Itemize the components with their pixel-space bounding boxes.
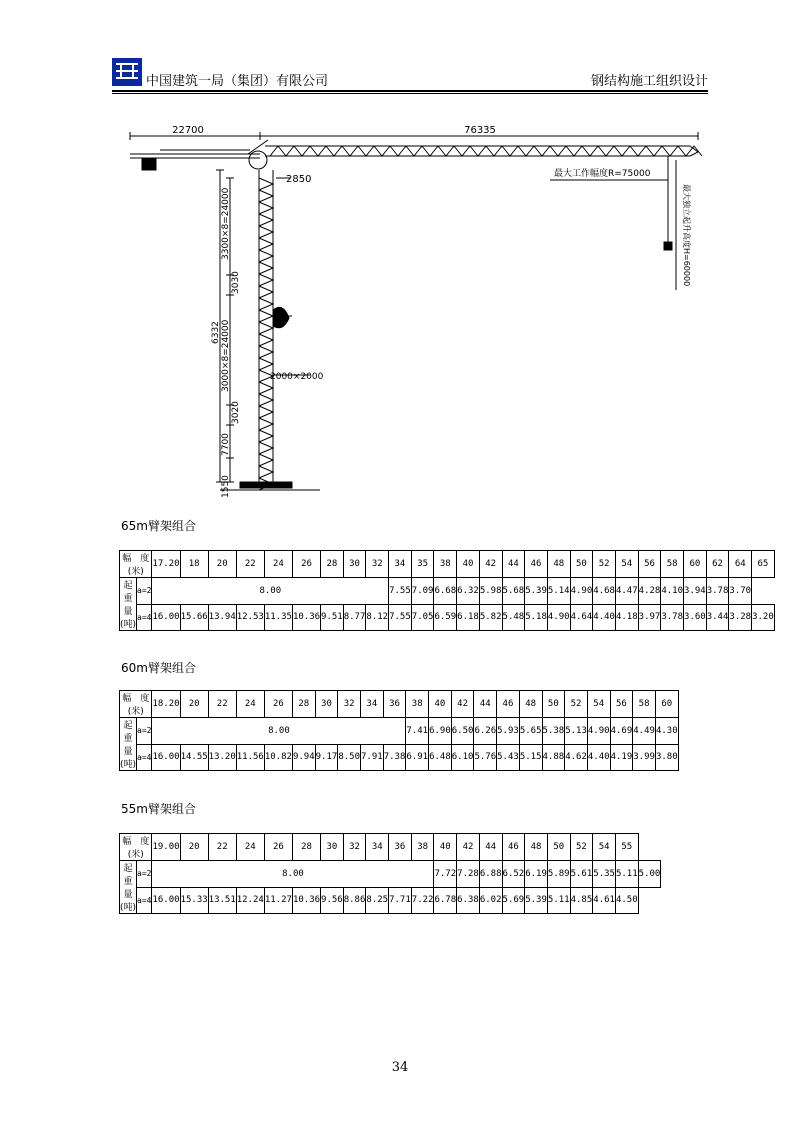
load-cell-a4: 6.02 (479, 887, 502, 914)
load-cell-a2: 5.61 (570, 861, 593, 888)
radius-cell: 58 (633, 691, 656, 718)
load-cell-a2: 7.09 (411, 578, 434, 605)
table-title: 60m臂架组合 (121, 661, 196, 675)
radius-cell: 46 (525, 551, 548, 578)
radius-cell: 54 (587, 691, 610, 718)
load-cell-a4: 4.40 (593, 604, 616, 631)
load-cell-a4: 5.69 (502, 887, 525, 914)
radius-cell: 42 (479, 551, 502, 578)
load-cell-a4: 9.56 (321, 887, 344, 914)
radius-cell: 46 (502, 834, 525, 861)
load-cell-a4: 7.38 (383, 744, 406, 771)
table-row (120, 718, 679, 745)
radius-cell: 64 (729, 551, 752, 578)
dim-sec-upper: 3300×8=24000 (221, 187, 231, 260)
radius-cell: 19.00 (152, 834, 180, 861)
radius-cell: 42 (451, 691, 474, 718)
load-cell-a2: 6.50 (451, 718, 474, 745)
load-cell-a4: 6.78 (434, 887, 457, 914)
radius-cell: 34 (389, 551, 412, 578)
dim-7700: 7700 (221, 433, 231, 456)
radius-cell: 20 (208, 551, 236, 578)
load-cell-a2: 4.10 (661, 578, 684, 605)
load-cell-a4: 4.19 (610, 744, 633, 771)
load-cell-a2: 4.30 (655, 718, 678, 745)
load-cell-a4: 4.85 (570, 887, 593, 914)
radius-cell: 46 (497, 691, 520, 718)
radius-cell: 28 (292, 834, 320, 861)
load-cell-a2: 3.94 (684, 578, 707, 605)
load-cell-a2: 6.90 (429, 718, 452, 745)
radius-cell: 65 (752, 551, 775, 578)
load-cell-a4: 16.00 (152, 604, 180, 631)
sub-label-a2: a=2 (137, 861, 152, 888)
radius-cell: 40 (434, 834, 457, 861)
radius-cell: 38 (411, 834, 434, 861)
radius-cell: 36 (383, 691, 406, 718)
dim-main-jib: 76335 (464, 125, 496, 136)
load-cell-a4: 12.24 (236, 887, 264, 914)
load-cell-a2: 4.90 (570, 578, 593, 605)
load-cell-a2: 4.47 (615, 578, 638, 605)
load-cell-a2: 5.65 (519, 718, 542, 745)
radius-cell: 40 (457, 551, 480, 578)
load-cell-a4: 4.62 (565, 744, 588, 771)
load-cell-a2: 5.38 (542, 718, 565, 745)
load-cell-a4: 7.91 (361, 744, 384, 771)
radius-cell: 60 (655, 691, 678, 718)
radius-cell: 30 (321, 834, 344, 861)
load-cell-a4: 10.36 (292, 887, 320, 914)
radius-cell: 26 (264, 691, 292, 718)
sub-label-a4: a=4 (137, 604, 152, 631)
table-row (120, 604, 775, 631)
load-cell-a4: 16.00 (152, 744, 180, 771)
radius-cell: 22 (208, 834, 236, 861)
table-row (120, 887, 661, 914)
load-cell-a4: 12.53 (236, 604, 264, 631)
load-cell-a2: 5.14 (547, 578, 570, 605)
radius-cell: 38 (434, 551, 457, 578)
radius-cell: 32 (366, 551, 389, 578)
radius-cell: 30 (315, 691, 338, 718)
dim-mast-size: 2000×2000 (270, 372, 324, 382)
load-cell-a4: 10.36 (292, 604, 320, 631)
load-cell-a2: 4.90 (587, 718, 610, 745)
radius-cell: 54 (615, 551, 638, 578)
load-cell-a4: 3.60 (684, 604, 707, 631)
radius-cell: 26 (264, 834, 292, 861)
header-rule-thin (112, 93, 708, 94)
table-row (120, 578, 775, 605)
load-cell-a4: 6.38 (457, 887, 480, 914)
radius-cell: 34 (366, 834, 389, 861)
load-cell-a2: 5.89 (547, 861, 570, 888)
sub-label-a2: a=2 (137, 718, 152, 745)
document-title: 钢结构施工组织设计 (590, 74, 708, 89)
radius-cell: 20 (180, 834, 208, 861)
load-cell-a4: 4.88 (542, 744, 565, 771)
load-cell-a4: 3.97 (638, 604, 661, 631)
load-cell-a4: 8.12 (366, 604, 389, 631)
radius-cell: 26 (292, 551, 320, 578)
load-cell-a4: 6.48 (429, 744, 452, 771)
dim-3030: 3030 (231, 271, 241, 294)
radius-cell: 32 (338, 691, 361, 718)
radius-cell: 54 (593, 834, 616, 861)
load-cell-a2: 5.68 (502, 578, 525, 605)
load-cell-a2: 6.32 (457, 578, 480, 605)
radius-cell: 20 (180, 691, 208, 718)
constant-load-cell: 8.00 (152, 861, 434, 888)
load-label: 起重量(吨) (120, 861, 137, 914)
radius-cell: 56 (610, 691, 633, 718)
dim-total-height: 6332 (211, 321, 221, 344)
load-cell-a2: 7.72 (434, 861, 457, 888)
load-cell-a4: 9.51 (321, 604, 344, 631)
dim-2850: 2850 (286, 174, 312, 185)
load-cell-a4: 7.55 (389, 604, 412, 631)
radius-cell: 40 (429, 691, 452, 718)
radius-cell: 28 (292, 691, 315, 718)
load-cell-a4: 8.86 (343, 887, 366, 914)
load-cell-a2: 7.28 (457, 861, 480, 888)
load-cell-a4: 5.43 (497, 744, 520, 771)
dim-max-height: 最大独立起升高度H=60000 (682, 184, 691, 287)
load-cell-a4: 3.78 (661, 604, 684, 631)
load-label: 起重量(吨) (120, 578, 137, 631)
radius-cell: 18.20 (152, 691, 180, 718)
load-cell-a4: 9.17 (315, 744, 338, 771)
load-table-60m (119, 690, 679, 771)
load-cell-a4: 7.22 (411, 887, 434, 914)
load-cell-a4: 10.82 (264, 744, 292, 771)
load-cell-a4: 6.91 (406, 744, 429, 771)
load-cell-a4: 3.99 (633, 744, 656, 771)
load-cell-a4: 13.94 (208, 604, 236, 631)
load-cell-a4: 13.20 (208, 744, 236, 771)
radius-cell: 60 (684, 551, 707, 578)
load-cell-a4: 3.44 (706, 604, 729, 631)
radius-cell: 48 (519, 691, 542, 718)
load-cell-a4: 11.35 (264, 604, 292, 631)
radius-cell: 28 (321, 551, 344, 578)
load-cell-a4: 15.33 (180, 887, 208, 914)
radius-cell: 38 (406, 691, 429, 718)
radius-cell: 44 (502, 551, 525, 578)
load-cell-a2: 6.68 (434, 578, 457, 605)
radius-cell: 24 (236, 691, 264, 718)
radius-label: 幅 度(米) (120, 551, 152, 578)
load-cell-a4: 8.50 (338, 744, 361, 771)
radius-cell: 44 (479, 834, 502, 861)
sub-label-a4: a=4 (137, 887, 152, 914)
load-cell-a2: 5.39 (525, 578, 548, 605)
load-cell-a2: 6.26 (474, 718, 497, 745)
radius-cell: 44 (474, 691, 497, 718)
load-cell-a2: 5.93 (497, 718, 520, 745)
load-cell-a4: 3.80 (655, 744, 678, 771)
load-cell-a2: 4.49 (633, 718, 656, 745)
load-table-65m (119, 550, 775, 631)
load-cell-a2: 4.68 (593, 578, 616, 605)
load-cell-a4: 11.56 (236, 744, 264, 771)
load-cell-a2: 6.52 (502, 861, 525, 888)
load-cell-a2: 5.98 (479, 578, 502, 605)
sub-label-a4: a=4 (137, 744, 152, 771)
radius-cell: 55 (615, 834, 638, 861)
load-cell-a4: 7.71 (389, 887, 412, 914)
load-cell-a4: 3.20 (752, 604, 775, 631)
radius-cell: 48 (547, 551, 570, 578)
load-cell-a4: 15.66 (180, 604, 208, 631)
company-logo (112, 58, 142, 86)
load-cell-a4: 3.28 (729, 604, 752, 631)
company-name: 中国建筑一局（集团）有限公司 (146, 74, 329, 89)
load-cell-a2: 5.13 (565, 718, 588, 745)
load-cell-a2: 7.41 (406, 718, 429, 745)
tower-crane-drawing (120, 120, 720, 500)
load-cell-a2: 5.35 (593, 861, 616, 888)
radius-cell: 56 (638, 551, 661, 578)
radius-cell: 52 (593, 551, 616, 578)
table-row (120, 744, 679, 771)
load-cell-a4: 11.27 (264, 887, 292, 914)
table-row (120, 691, 679, 718)
load-cell-a4: 4.64 (570, 604, 593, 631)
radius-cell: 52 (565, 691, 588, 718)
radius-cell: 34 (361, 691, 384, 718)
radius-cell: 24 (264, 551, 292, 578)
load-cell-a2: 3.78 (706, 578, 729, 605)
load-cell-a4: 4.18 (615, 604, 638, 631)
load-label: 起重量(吨) (120, 718, 137, 771)
sub-label-a2: a=2 (137, 578, 152, 605)
load-cell-a2: 7.55 (389, 578, 412, 605)
radius-label: 幅 度(米) (120, 834, 152, 861)
dim-1550: 1550 (221, 475, 231, 498)
load-cell-a2: 6.19 (525, 861, 548, 888)
radius-cell: 50 (542, 691, 565, 718)
load-cell-a2: 3.70 (729, 578, 752, 605)
load-cell-a4: 5.76 (474, 744, 497, 771)
load-cell-a4: 4.40 (587, 744, 610, 771)
load-cell-a4: 4.61 (593, 887, 616, 914)
load-cell-a4: 5.18 (525, 604, 548, 631)
constant-load-cell: 8.00 (152, 718, 406, 745)
radius-label: 幅 度(米) (120, 691, 152, 718)
table-row (120, 834, 661, 861)
load-cell-a4: 6.59 (434, 604, 457, 631)
load-cell-a4: 9.94 (292, 744, 315, 771)
load-cell-a4: 4.50 (615, 887, 638, 914)
load-cell-a2: 4.69 (610, 718, 633, 745)
radius-cell: 42 (457, 834, 480, 861)
table-row (120, 861, 661, 888)
radius-cell: 35 (411, 551, 434, 578)
constant-load-cell: 8.00 (152, 578, 389, 605)
dim-max-radius: 最大工作幅度R=75000 (554, 169, 651, 179)
radius-cell: 22 (236, 551, 264, 578)
page-number: 34 (391, 1060, 409, 1075)
dim-sec-lower: 3000×8=24000 (221, 319, 231, 392)
load-cell-a2: 5.00 (638, 861, 661, 888)
load-cell-a4: 8.77 (343, 604, 366, 631)
load-cell-a4: 13.51 (208, 887, 236, 914)
page-header (112, 52, 708, 92)
load-cell-a4: 14.55 (180, 744, 208, 771)
table-title: 55m臂架组合 (121, 802, 196, 816)
radius-cell: 50 (547, 834, 570, 861)
load-cell-a4: 5.11 (547, 887, 570, 914)
load-cell-a4: 4.90 (547, 604, 570, 631)
radius-cell: 18 (180, 551, 208, 578)
table-title: 65m臂架组合 (121, 519, 196, 533)
load-table-55m (119, 833, 661, 914)
radius-cell: 62 (706, 551, 729, 578)
radius-cell: 48 (525, 834, 548, 861)
load-cell-a4: 6.10 (451, 744, 474, 771)
load-cell-a4: 7.05 (411, 604, 434, 631)
load-cell-a4: 5.15 (519, 744, 542, 771)
radius-cell: 24 (236, 834, 264, 861)
radius-cell: 22 (208, 691, 236, 718)
radius-cell: 50 (570, 551, 593, 578)
load-cell-a2: 6.88 (479, 861, 502, 888)
load-cell-a4: 5.82 (479, 604, 502, 631)
load-cell-a4: 6.18 (457, 604, 480, 631)
load-cell-a4: 8.25 (366, 887, 389, 914)
dim-counter-jib: 22700 (172, 125, 204, 136)
load-cell-a2: 4.28 (638, 578, 661, 605)
radius-cell: 30 (343, 551, 366, 578)
table-row (120, 551, 775, 578)
load-cell-a4: 5.39 (525, 887, 548, 914)
load-cell-a4: 16.00 (152, 887, 180, 914)
radius-cell: 52 (570, 834, 593, 861)
header-rule (112, 90, 708, 92)
radius-cell: 58 (661, 551, 684, 578)
radius-cell: 32 (343, 834, 366, 861)
load-cell-a2: 5.11 (615, 861, 638, 888)
load-cell-a4: 5.48 (502, 604, 525, 631)
radius-cell: 17.20 (152, 551, 180, 578)
radius-cell: 36 (389, 834, 412, 861)
dim-3020: 3020 (231, 401, 241, 424)
